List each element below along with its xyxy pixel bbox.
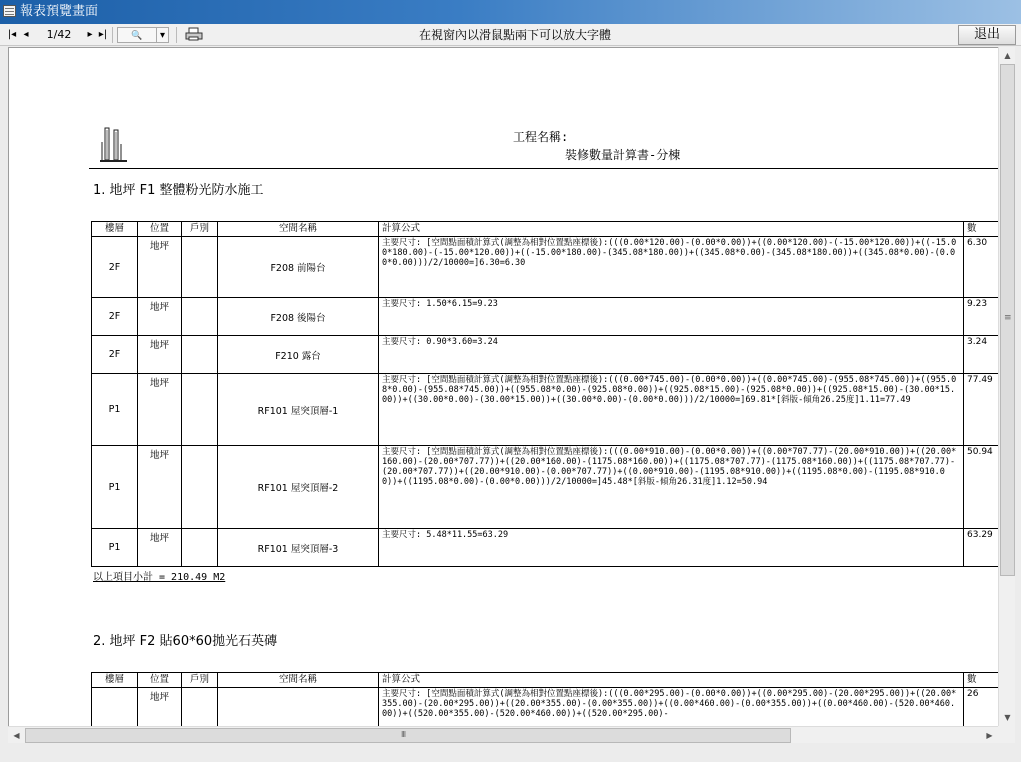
table-row (92, 298, 999, 336)
cell-unit (182, 374, 218, 446)
cell-unit (182, 688, 218, 727)
col-header-unit: 戶別 (182, 673, 218, 688)
table-row (92, 336, 999, 374)
scroll-down-icon[interactable]: ▼ (1004, 713, 1011, 722)
col-header-qty: 數 (964, 673, 999, 688)
section-title: 1. 地坪 F1 整體粉光防水施工 (93, 183, 264, 198)
cell-qty: 3.24 (964, 336, 999, 374)
cell-position: 地坪 (138, 374, 182, 446)
cell-floor: P1 (92, 446, 138, 529)
cell-space: RF101 屋突頂層-1 (218, 374, 379, 446)
cell-unit (182, 446, 218, 529)
cell-formula: 主要尺寸: [空間點面積計算式(調整為相對位置點座標後):(((0.00*120.00)-(0.00*0.00))+((0.00*120.00)-(-15.00*120.00))+((-15.00*180.00)-(-15.00*120.00))+((-15.00*180.00)-(345.08*180.00))+((345.08*0.00)-(345.08*180.00))+((345.08*0.00)-(0.00*0.00)))/2/10000=]6.30=6.30 (379, 237, 964, 298)
cell-space (218, 688, 379, 727)
cell-position: 地坪 (138, 237, 182, 298)
cell-formula: 主要尺寸: [空間點面積計算式(調整為相對位置點座標後):(((0.00*910.00)-(0.00*0.00))+((0.00*707.77)-(20.00*910.00))+((20.00*160.00)-(20.00*707.77))+((20.00*160.00)-(1175.08*160.00))+((1175.08*707.77)-(1175.08*160.00))+((1175.08*707.77)-(20.00*707.77))+((20.00*910.00)-(0.00*707.77))+((0.00*910.00)-(1195.08*910.00))+((1195.08*0.00)-(1195.08*910.00))+((1195.08*0.00)-(0.00*0.00)))/2/10000=]45.48*[斜版-傾角26.31度]1.12=50.94 (379, 446, 964, 529)
cell-position: 地坪 (138, 298, 182, 336)
prev-page-button[interactable]: ◂ (23, 29, 29, 40)
table-header-row (92, 222, 999, 237)
cell-qty: 77.49 (964, 374, 999, 446)
header-divider (89, 168, 998, 169)
quantity-table (91, 672, 998, 726)
report-viewport[interactable] (8, 47, 998, 726)
cell-space: F208 後陽台 (218, 298, 379, 336)
vertical-scroll-thumb[interactable] (1000, 64, 1015, 576)
cell-position: 地坪 (138, 446, 182, 529)
cell-formula: 主要尺寸: [空間點面積計算式(調整為相對位置點座標後):(((0.00*295.00)-(0.00*0.00))+((0.00*295.00)-(20.00*295.00))+((20.00*355.00)-(20.00*295.00))+((20.00*355.00)-(0.00*355.00))+((0.00*460.00)-(0.00*355.00))+((0.00*460.00)-(520.00*460.00))+((520.00*355.00)-(520.00*460.00))+((520.00*295.00)- (379, 688, 964, 727)
quantity-table (91, 221, 998, 567)
table-row (92, 446, 999, 529)
toolbar-separator (176, 27, 177, 43)
table-row (92, 237, 999, 298)
cell-unit (182, 237, 218, 298)
project-name-label: 工程名稱: (513, 130, 569, 144)
cell-floor: P1 (92, 374, 138, 446)
cell-formula: 主要尺寸: 0.90*3.60=3.24 (379, 336, 964, 374)
col-header-qty: 數 (964, 222, 999, 237)
cell-qty: 6.30 (964, 237, 999, 298)
horizontal-scroll-thumb[interactable] (25, 728, 791, 743)
col-header-formula: 計算公式 (379, 673, 964, 688)
col-header-formula: 計算公式 (379, 222, 964, 237)
chevron-down-icon: ▾ (159, 30, 166, 41)
last-page-button[interactable]: ▸| (98, 29, 108, 40)
cell-floor: 2F (92, 336, 138, 374)
cell-space: RF101 屋突頂層-2 (218, 446, 379, 529)
cell-position: 地坪 (138, 688, 182, 727)
page-indicator: 1/42 (46, 28, 72, 41)
cell-unit (182, 529, 218, 567)
cell-formula: 主要尺寸: 1.50*6.15=9.23 (379, 298, 964, 336)
cell-formula: 主要尺寸: [空間點面積計算式(調整為相對位置點座標後):(((0.00*745.00)-(0.00*0.00))+((0.00*745.00)-(955.08*745.00))+((955.08*0.00)-(955.08*745.00))+((955.08*0.00)-(925.08*0.00))+((925.08*15.00)-(925.08*0.00))+((925.08*15.00)-(30.00*15.00))+((30.00*0.00)-(30.00*15.00))+((30.00*0.00)-(0.00*0.00)))/2/10000=]69.81*[斜版-傾角26.25度]1.11=77.49 (379, 374, 964, 446)
cell-qty: 63.29 (964, 529, 999, 567)
vertical-scrollbar[interactable] (998, 47, 1015, 726)
col-header-space: 空間名稱 (218, 673, 379, 688)
col-header-floor: 樓層 (92, 222, 138, 237)
cell-formula: 主要尺寸: 5.48*11.55=63.29 (379, 529, 964, 567)
print-button[interactable] (182, 27, 206, 43)
table-row (92, 529, 999, 567)
cell-position: 地坪 (138, 529, 182, 567)
table-row (92, 688, 999, 727)
scroll-left-icon[interactable]: ◀ (13, 731, 20, 740)
document-title: 裝修數量計算書-分棟 (565, 148, 681, 162)
col-header-floor: 樓層 (92, 673, 138, 688)
report-page (9, 48, 998, 726)
window-title: 報表預覽畫面 (20, 4, 99, 19)
window-bottom-edge (0, 743, 1021, 762)
section-title: 2. 地坪 F2 貼60*60拋光石英磚 (93, 634, 278, 649)
cell-space: F210 露台 (218, 336, 379, 374)
building-logo-icon (97, 126, 129, 164)
scroll-up-icon[interactable]: ▲ (1004, 51, 1011, 60)
cell-floor (92, 688, 138, 727)
table-row (92, 374, 999, 446)
zoom-dropdown-button[interactable] (157, 27, 169, 43)
cell-space: F208 前陽台 (218, 237, 379, 298)
exit-button[interactable]: 退出 (958, 25, 1016, 45)
cell-qty: 50.94 (964, 446, 999, 529)
window-right-edge (1015, 46, 1021, 762)
cell-floor: 2F (92, 298, 138, 336)
toolbar-separator (112, 27, 113, 43)
cell-unit (182, 298, 218, 336)
section-subtotal: 以上項目小計 = 210.49 M2 (93, 572, 226, 583)
cell-qty: 26 (964, 688, 999, 727)
cell-unit (182, 336, 218, 374)
table-header-row (92, 673, 999, 688)
col-header-position: 位置 (138, 222, 182, 237)
toolbar (0, 24, 1021, 46)
first-page-button[interactable]: |◂ (7, 29, 17, 40)
cell-space: RF101 屋突頂層-3 (218, 529, 379, 567)
col-header-position: 位置 (138, 673, 182, 688)
zoom-button[interactable] (117, 27, 157, 43)
scroll-right-icon[interactable]: ▶ (986, 731, 993, 740)
print-icon (184, 27, 204, 41)
scrollbar-corner (998, 726, 1015, 743)
cell-position: 地坪 (138, 336, 182, 374)
horizontal-scrollbar[interactable] (8, 726, 998, 743)
next-page-button[interactable]: ▸ (87, 29, 93, 40)
cell-floor: 2F (92, 237, 138, 298)
title-bar (0, 0, 1021, 24)
report-window-icon (3, 5, 16, 17)
magnifier-icon: 🔍 (131, 31, 143, 41)
zoom-hint-text: 在視窗內以滑鼠點兩下可以放大字體 (418, 28, 611, 42)
cell-floor: P1 (92, 529, 138, 567)
col-header-space: 空間名稱 (218, 222, 379, 237)
col-header-unit: 戶別 (182, 222, 218, 237)
cell-qty: 9.23 (964, 298, 999, 336)
